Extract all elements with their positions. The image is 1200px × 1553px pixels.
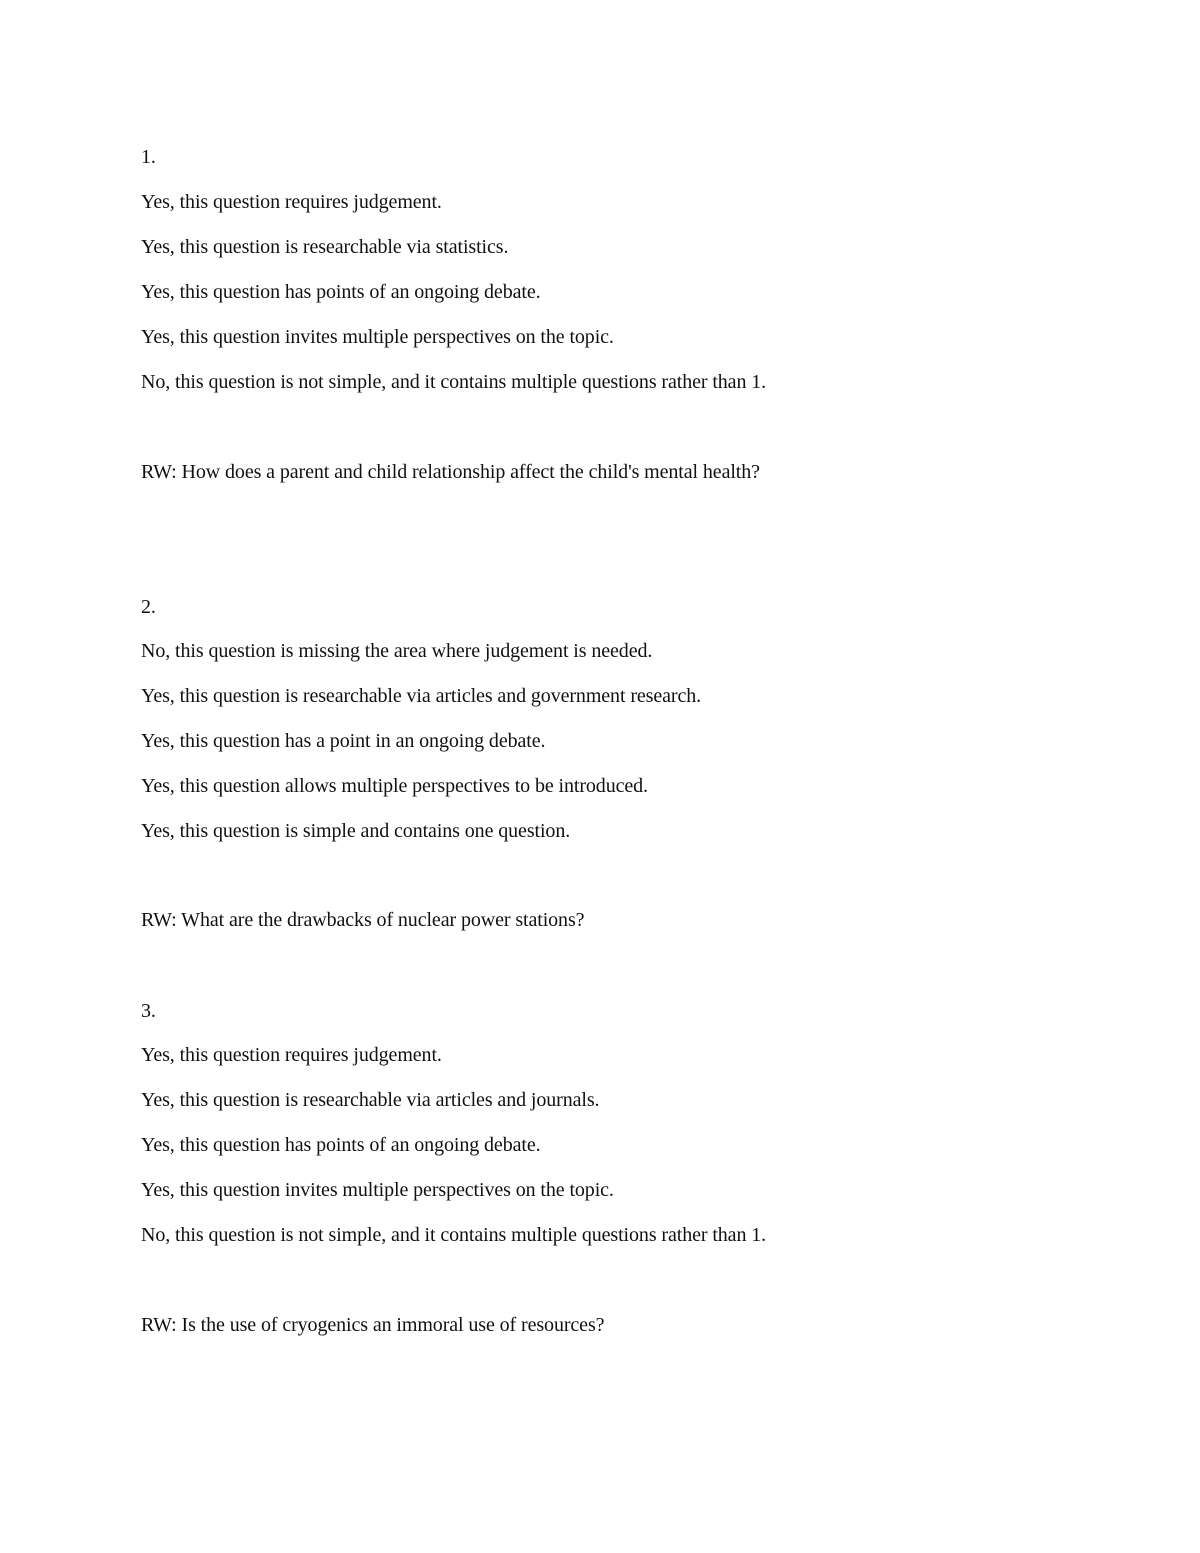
- section-1-criterion-1: Yes, this question requires judgement.: [141, 191, 442, 213]
- section-1-criterion-2: Yes, this question is researchable via statistics.: [141, 236, 509, 258]
- section-3-criterion-2: Yes, this question is researchable via articles and journals.: [141, 1089, 600, 1111]
- section-1-criterion-4: Yes, this question invites multiple perspectives on the topic.: [141, 326, 614, 348]
- section-3-number: 3.: [141, 1000, 156, 1022]
- section-2-criterion-4: Yes, this question allows multiple perspectives to be introduced.: [141, 775, 648, 797]
- section-3-criterion-3: Yes, this question has points of an ongoing debate.: [141, 1134, 541, 1156]
- section-3-criterion-4: Yes, this question invites multiple perspectives on the topic.: [141, 1179, 614, 1201]
- section-2-criterion-2: Yes, this question is researchable via articles and government research.: [141, 685, 702, 707]
- section-1-rewrite: RW: How does a parent and child relationship affect the child's mental health?: [141, 461, 760, 483]
- section-1-criterion-3: Yes, this question has points of an ongoing debate.: [141, 281, 541, 303]
- section-2-rewrite: RW: What are the drawbacks of nuclear power stations?: [141, 909, 585, 931]
- section-1-number: 1.: [141, 146, 156, 168]
- section-3-criterion-5: No, this question is not simple, and it contains multiple questions rather than 1.: [141, 1224, 767, 1246]
- section-2-criterion-5: Yes, this question is simple and contains one question.: [141, 820, 571, 842]
- section-2-criterion-1: No, this question is missing the area where judgement is needed.: [141, 640, 653, 662]
- section-1-criterion-5: No, this question is not simple, and it contains multiple questions rather than 1.: [141, 371, 767, 393]
- section-2-criterion-3: Yes, this question has a point in an ongoing debate.: [141, 730, 546, 752]
- section-3-rewrite: RW: Is the use of cryogenics an immoral use of resources?: [141, 1314, 605, 1336]
- section-2-number: 2.: [141, 596, 156, 618]
- section-3-criterion-1: Yes, this question requires judgement.: [141, 1044, 442, 1066]
